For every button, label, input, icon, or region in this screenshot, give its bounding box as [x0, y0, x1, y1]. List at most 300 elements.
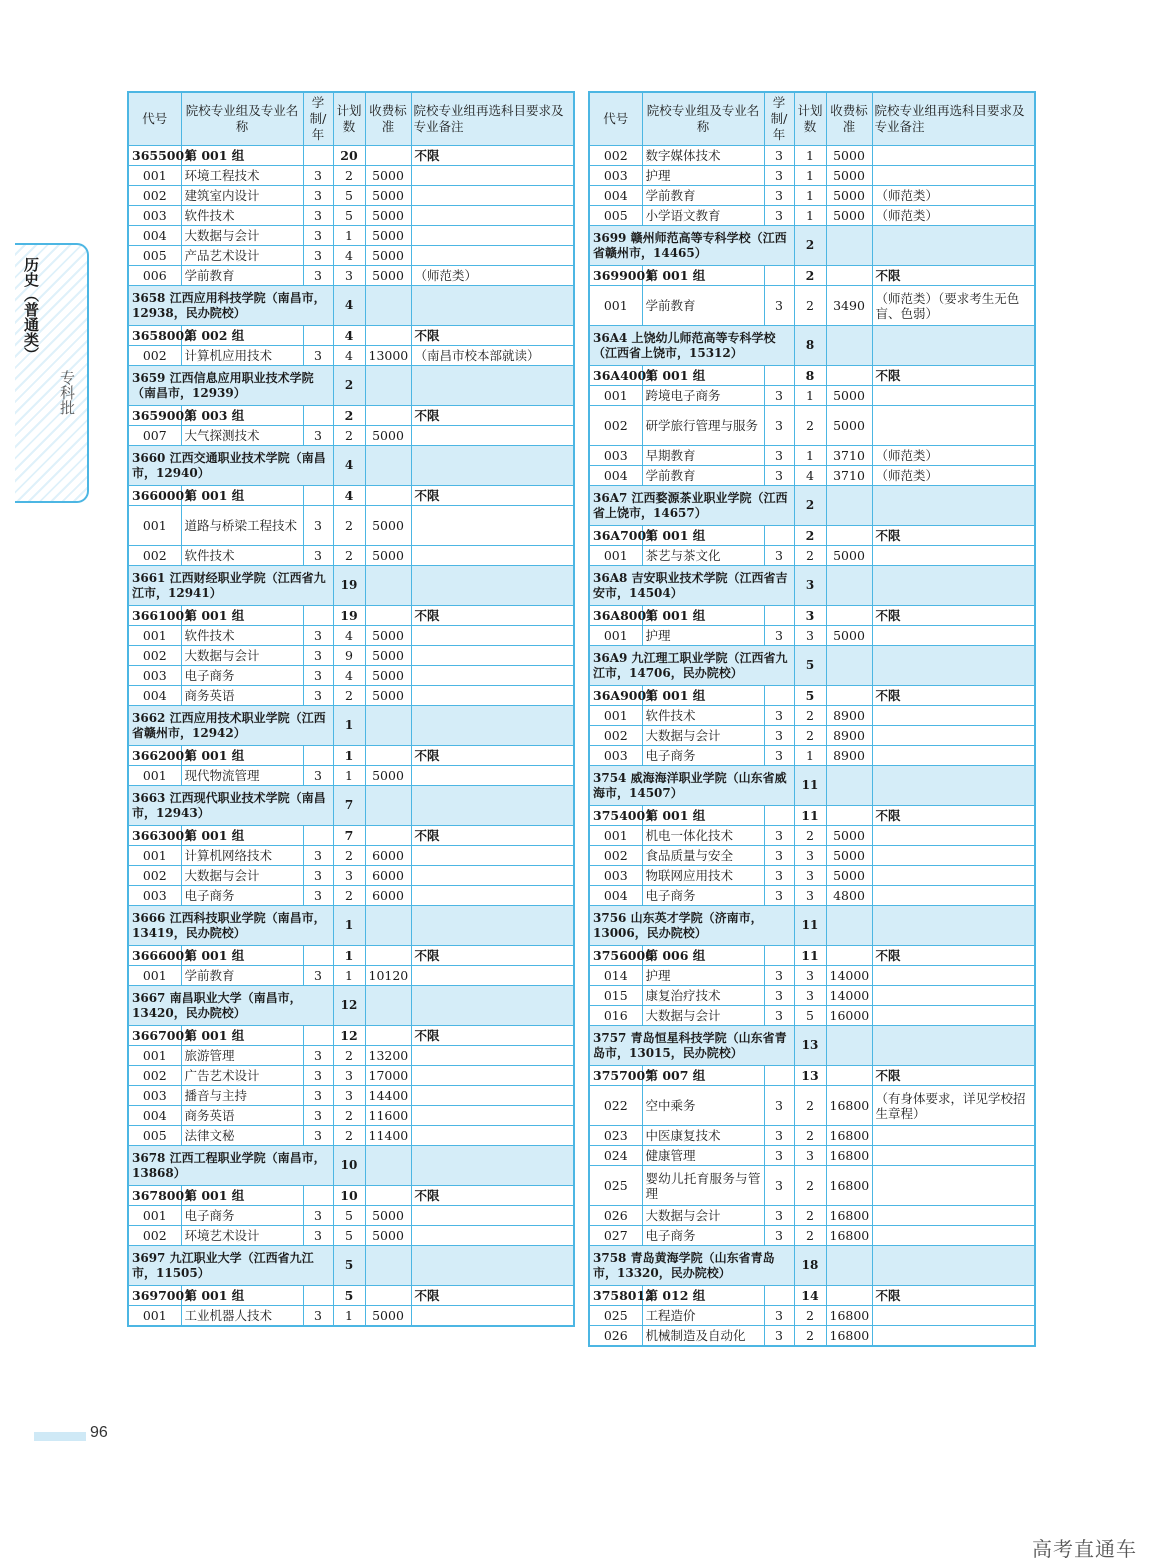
major-name: 物联网应用技术	[642, 866, 764, 886]
major-fee: 6000	[365, 866, 411, 886]
major-name: 研学旅行管理与服务	[642, 406, 764, 446]
group-name: 第 006 组	[642, 946, 764, 966]
major-note	[411, 866, 574, 886]
major-code: 001	[128, 166, 181, 186]
empty-cell	[411, 566, 574, 606]
major-row	[589, 1326, 1035, 1346]
major-note	[411, 846, 574, 866]
major-plan-count: 2	[794, 706, 826, 726]
header-years: 学制/年	[303, 92, 333, 146]
major-plan-count: 2	[333, 1046, 365, 1066]
major-fee: 16800	[826, 1306, 872, 1326]
major-name: 机电一体化技术	[642, 826, 764, 846]
school-row	[128, 706, 574, 746]
major-fee: 14400	[365, 1086, 411, 1106]
major-years: 3	[303, 766, 333, 786]
school-name: 3663 江西现代职业技术学院（南昌市，12943）	[128, 786, 333, 826]
major-fee: 14000	[826, 986, 872, 1006]
major-note	[872, 406, 1035, 446]
major-fee: 16800	[826, 1206, 872, 1226]
empty-cell	[365, 1146, 411, 1186]
major-note	[411, 1206, 574, 1226]
major-years: 3	[764, 846, 794, 866]
major-code: 001	[589, 286, 642, 326]
major-name: 学前教育	[642, 186, 764, 206]
major-note	[872, 966, 1035, 986]
major-years: 3	[764, 1146, 794, 1166]
major-row	[128, 1106, 574, 1126]
group-name: 第 001 组	[181, 606, 303, 626]
group-subject-requirement: 不限	[872, 1286, 1035, 1306]
group-row	[589, 806, 1035, 826]
empty-cell	[365, 566, 411, 606]
school-row	[128, 566, 574, 606]
major-plan-count: 3	[794, 866, 826, 886]
major-name: 商务英语	[181, 686, 303, 706]
major-code: 005	[128, 246, 181, 266]
major-code: 022	[589, 1086, 642, 1126]
group-row	[128, 606, 574, 626]
major-note: （师范类）	[411, 266, 574, 286]
major-years: 3	[303, 506, 333, 546]
empty-cell	[872, 766, 1035, 806]
empty-cell	[411, 906, 574, 946]
major-row	[128, 646, 574, 666]
group-subject-requirement: 不限	[411, 406, 574, 426]
empty-cell	[826, 526, 872, 546]
group-row	[128, 406, 574, 426]
major-code: 004	[128, 226, 181, 246]
major-fee: 13200	[365, 1046, 411, 1066]
empty-cell	[365, 406, 411, 426]
group-code: 3754001	[589, 806, 642, 826]
empty-cell	[303, 146, 333, 166]
major-note	[411, 966, 574, 986]
major-fee: 5000	[365, 246, 411, 266]
major-years: 3	[764, 206, 794, 226]
major-fee: 5000	[826, 626, 872, 646]
major-fee: 5000	[365, 186, 411, 206]
empty-cell	[826, 266, 872, 286]
major-row	[589, 1306, 1035, 1326]
group-row	[128, 1286, 574, 1306]
major-row	[589, 866, 1035, 886]
major-name: 学前教育	[642, 286, 764, 326]
major-row	[589, 466, 1035, 486]
group-subject-requirement: 不限	[872, 1066, 1035, 1086]
major-code: 001	[128, 846, 181, 866]
group-row	[128, 746, 574, 766]
major-plan-count: 4	[333, 246, 365, 266]
major-code: 004	[589, 466, 642, 486]
major-note: （师范类）	[872, 186, 1035, 206]
major-fee: 17000	[365, 1066, 411, 1086]
major-row	[589, 846, 1035, 866]
major-code: 002	[128, 1066, 181, 1086]
empty-cell	[872, 1246, 1035, 1286]
major-note	[411, 1066, 574, 1086]
group-row	[589, 606, 1035, 626]
major-row	[589, 966, 1035, 986]
major-code: 002	[128, 346, 181, 366]
header-code: 代号	[128, 92, 181, 146]
major-code: 004	[128, 1106, 181, 1126]
group-plan-count: 7	[333, 826, 365, 846]
major-years: 3	[303, 846, 333, 866]
major-code: 002	[589, 846, 642, 866]
major-row	[589, 546, 1035, 566]
major-years: 3	[764, 886, 794, 906]
major-note	[872, 746, 1035, 766]
header-note: 院校专业组再选科目要求及专业备注	[411, 92, 574, 146]
group-subject-requirement: 不限	[411, 146, 574, 166]
major-code: 003	[589, 166, 642, 186]
major-row	[589, 1126, 1035, 1146]
group-subject-requirement: 不限	[872, 606, 1035, 626]
major-plan-count: 2	[333, 846, 365, 866]
major-note	[411, 1046, 574, 1066]
empty-cell	[365, 606, 411, 626]
empty-cell	[303, 1026, 333, 1046]
major-code: 003	[128, 206, 181, 226]
major-years: 3	[764, 1166, 794, 1206]
group-subject-requirement: 不限	[411, 326, 574, 346]
group-plan-count: 19	[333, 606, 365, 626]
group-row	[589, 1286, 1035, 1306]
major-fee: 5000	[365, 1206, 411, 1226]
major-years: 3	[764, 1086, 794, 1126]
major-years: 3	[303, 1226, 333, 1246]
school-row	[589, 1246, 1035, 1286]
major-name: 工业机器人技术	[181, 1306, 303, 1326]
major-plan-count: 1	[794, 746, 826, 766]
group-plan-count: 11	[794, 946, 826, 966]
major-note	[872, 546, 1035, 566]
major-fee: 5000	[365, 646, 411, 666]
right-admission-table	[588, 91, 1036, 1347]
empty-cell	[365, 826, 411, 846]
group-plan-count: 1	[333, 746, 365, 766]
major-code: 007	[128, 426, 181, 446]
major-plan-count: 1	[794, 386, 826, 406]
major-note	[872, 866, 1035, 886]
major-fee: 6000	[365, 846, 411, 866]
major-row	[128, 186, 574, 206]
group-row	[589, 526, 1035, 546]
empty-cell	[826, 366, 872, 386]
header-plan: 计划数	[794, 92, 826, 146]
major-fee: 5000	[826, 166, 872, 186]
major-fee: 3490	[826, 286, 872, 326]
major-code: 001	[128, 766, 181, 786]
major-plan-count: 5	[333, 1206, 365, 1226]
major-fee: 5000	[365, 1226, 411, 1246]
school-plan-count: 5	[794, 646, 826, 686]
major-years: 3	[764, 986, 794, 1006]
major-years: 3	[764, 1206, 794, 1226]
major-note: （南昌市校本部就读）	[411, 346, 574, 366]
school-plan-count: 5	[333, 1246, 365, 1286]
major-years: 3	[303, 206, 333, 226]
school-row	[589, 326, 1035, 366]
empty-cell	[826, 1246, 872, 1286]
major-name: 产品艺术设计	[181, 246, 303, 266]
group-code: 3663001	[128, 826, 181, 846]
empty-cell	[764, 1066, 794, 1086]
major-name: 学前教育	[181, 266, 303, 286]
group-plan-count: 8	[794, 366, 826, 386]
major-note	[872, 1006, 1035, 1026]
major-years: 3	[764, 726, 794, 746]
major-note	[411, 506, 574, 546]
major-fee: 5000	[826, 846, 872, 866]
major-years: 3	[303, 966, 333, 986]
school-name: 3660 江西交通职业技术学院（南昌市，12940）	[128, 446, 333, 486]
major-note	[411, 1126, 574, 1146]
major-plan-count: 2	[794, 1326, 826, 1346]
school-plan-count: 7	[333, 786, 365, 826]
group-code: 3758012	[589, 1286, 642, 1306]
group-plan-count: 1	[333, 946, 365, 966]
school-plan-count: 3	[794, 566, 826, 606]
empty-cell	[365, 1286, 411, 1306]
school-name: 3667 南昌职业大学（南昌市，13420，民办院校）	[128, 986, 333, 1026]
school-plan-count: 12	[333, 986, 365, 1026]
group-subject-requirement: 不限	[411, 826, 574, 846]
major-row	[589, 446, 1035, 466]
group-row	[128, 326, 574, 346]
major-note	[411, 206, 574, 226]
empty-cell	[826, 906, 872, 946]
major-name: 小学语文教育	[642, 206, 764, 226]
empty-cell	[872, 566, 1035, 606]
major-fee: 5000	[826, 826, 872, 846]
major-note	[411, 766, 574, 786]
group-code: 3659003	[128, 406, 181, 426]
major-fee: 16800	[826, 1166, 872, 1206]
major-fee: 5000	[365, 426, 411, 446]
school-plan-count: 1	[333, 706, 365, 746]
major-note	[411, 1306, 574, 1326]
major-years: 3	[303, 646, 333, 666]
empty-cell	[411, 286, 574, 326]
major-code: 024	[589, 1146, 642, 1166]
empty-cell	[303, 746, 333, 766]
empty-cell	[764, 946, 794, 966]
empty-cell	[826, 226, 872, 266]
major-code: 002	[589, 726, 642, 746]
major-name: 健康管理	[642, 1146, 764, 1166]
group-row	[589, 1066, 1035, 1086]
major-years: 3	[303, 686, 333, 706]
major-row	[589, 1006, 1035, 1026]
major-name: 食品质量与安全	[642, 846, 764, 866]
major-years: 3	[303, 226, 333, 246]
school-plan-count: 4	[333, 286, 365, 326]
major-years: 3	[303, 1046, 333, 1066]
major-note	[411, 546, 574, 566]
major-note	[411, 1226, 574, 1246]
major-years: 3	[764, 746, 794, 766]
empty-cell	[826, 606, 872, 626]
empty-cell	[365, 146, 411, 166]
major-plan-count: 3	[794, 846, 826, 866]
major-plan-count: 2	[333, 506, 365, 546]
school-name: 3754 威海海洋职业学院（山东省威海市，14507）	[589, 766, 794, 806]
group-name: 第 001 组	[642, 686, 764, 706]
major-name: 学前教育	[642, 466, 764, 486]
major-name: 茶艺与茶文化	[642, 546, 764, 566]
major-note	[872, 986, 1035, 1006]
major-code: 014	[589, 966, 642, 986]
major-years: 3	[764, 966, 794, 986]
major-fee: 5000	[826, 386, 872, 406]
major-row	[589, 286, 1035, 326]
major-code: 027	[589, 1226, 642, 1246]
group-plan-count: 2	[794, 266, 826, 286]
group-name: 第 002 组	[181, 326, 303, 346]
header-years: 学制/年	[764, 92, 794, 146]
empty-cell	[826, 486, 872, 526]
major-fee: 11600	[365, 1106, 411, 1126]
empty-cell	[411, 1246, 574, 1286]
major-years: 3	[303, 886, 333, 906]
major-years: 3	[764, 446, 794, 466]
major-name: 工程造价	[642, 1306, 764, 1326]
major-plan-count: 1	[794, 446, 826, 466]
header-name: 院校专业组及专业名称	[181, 92, 303, 146]
group-code: 3667001	[128, 1026, 181, 1046]
group-subject-requirement: 不限	[872, 526, 1035, 546]
school-name: 3662 江西应用技术职业学院（江西省赣州市，12942）	[128, 706, 333, 746]
major-name: 软件技术	[181, 546, 303, 566]
group-row	[128, 826, 574, 846]
major-note	[411, 666, 574, 686]
group-plan-count: 4	[333, 326, 365, 346]
group-name: 第 001 组	[181, 826, 303, 846]
school-row	[128, 786, 574, 826]
school-row	[128, 366, 574, 406]
empty-cell	[365, 946, 411, 966]
major-fee: 3710	[826, 466, 872, 486]
major-name: 大数据与会计	[642, 1206, 764, 1226]
group-name: 第 001 组	[181, 946, 303, 966]
major-years: 3	[764, 1326, 794, 1346]
major-row	[128, 686, 574, 706]
major-row	[128, 1306, 574, 1326]
major-plan-count: 1	[794, 146, 826, 166]
major-code: 003	[128, 666, 181, 686]
school-row	[128, 286, 574, 326]
empty-cell	[303, 826, 333, 846]
major-name: 电子商务	[642, 886, 764, 906]
major-years: 3	[303, 1086, 333, 1106]
group-code: 3699001	[589, 266, 642, 286]
school-name: 3658 江西应用科技学院（南昌市，12938，民办院校）	[128, 286, 333, 326]
empty-cell	[826, 686, 872, 706]
major-years: 3	[303, 1206, 333, 1226]
major-code: 003	[589, 746, 642, 766]
major-years: 3	[303, 1126, 333, 1146]
major-row	[589, 1226, 1035, 1246]
major-name: 计算机网络技术	[181, 846, 303, 866]
major-code: 015	[589, 986, 642, 1006]
major-name: 电子商务	[181, 666, 303, 686]
major-note	[411, 626, 574, 646]
group-code: 3655001	[128, 146, 181, 166]
major-name: 计算机应用技术	[181, 346, 303, 366]
major-fee: 5000	[826, 146, 872, 166]
group-name: 第 003 组	[181, 406, 303, 426]
major-note: （有身体要求，详见学校招生章程）	[872, 1086, 1035, 1126]
major-code: 026	[589, 1206, 642, 1226]
major-row	[589, 1166, 1035, 1206]
empty-cell	[764, 526, 794, 546]
major-name: 环境工程技术	[181, 166, 303, 186]
school-name: 36A4 上饶幼儿师范高等专科学校（江西省上饶市，15312）	[589, 326, 794, 366]
major-name: 护理	[642, 166, 764, 186]
empty-cell	[365, 906, 411, 946]
school-row	[128, 446, 574, 486]
major-fee: 3710	[826, 446, 872, 466]
major-plan-count: 3	[794, 626, 826, 646]
major-name: 婴幼儿托育服务与管理	[642, 1166, 764, 1206]
major-name: 电子商务	[181, 1206, 303, 1226]
group-subject-requirement: 不限	[411, 746, 574, 766]
major-years: 3	[303, 1066, 333, 1086]
major-note	[411, 646, 574, 666]
group-subject-requirement: 不限	[872, 266, 1035, 286]
major-plan-count: 2	[333, 426, 365, 446]
group-name: 第 001 组	[181, 1286, 303, 1306]
major-fee: 5000	[365, 766, 411, 786]
major-note	[872, 1166, 1035, 1206]
school-plan-count: 2	[794, 486, 826, 526]
major-code: 001	[589, 386, 642, 406]
header-note: 院校专业组再选科目要求及专业备注	[872, 92, 1035, 146]
empty-cell	[365, 366, 411, 406]
school-name: 3661 江西财经职业学院（江西省九江市，12941）	[128, 566, 333, 606]
major-years: 3	[764, 826, 794, 846]
major-years: 3	[764, 1226, 794, 1246]
major-note	[872, 1326, 1035, 1346]
major-plan-count: 3	[333, 866, 365, 886]
major-note	[872, 726, 1035, 746]
major-row	[589, 166, 1035, 186]
side-tab-title: 历史（普通类）	[22, 257, 40, 362]
major-row	[589, 386, 1035, 406]
major-fee: 5000	[365, 666, 411, 686]
major-code: 002	[128, 546, 181, 566]
major-row	[128, 766, 574, 786]
major-row	[128, 886, 574, 906]
major-code: 001	[128, 1206, 181, 1226]
major-note	[411, 226, 574, 246]
major-note	[411, 426, 574, 446]
empty-cell	[826, 326, 872, 366]
major-code: 026	[589, 1326, 642, 1346]
major-code: 001	[589, 706, 642, 726]
group-name: 第 001 组	[642, 606, 764, 626]
major-plan-count: 3	[794, 1146, 826, 1166]
school-row	[589, 566, 1035, 606]
major-note	[872, 146, 1035, 166]
major-fee: 6000	[365, 886, 411, 906]
group-code: 3662001	[128, 746, 181, 766]
major-plan-count: 5	[794, 1006, 826, 1026]
major-fee: 5000	[826, 186, 872, 206]
major-row	[128, 346, 574, 366]
